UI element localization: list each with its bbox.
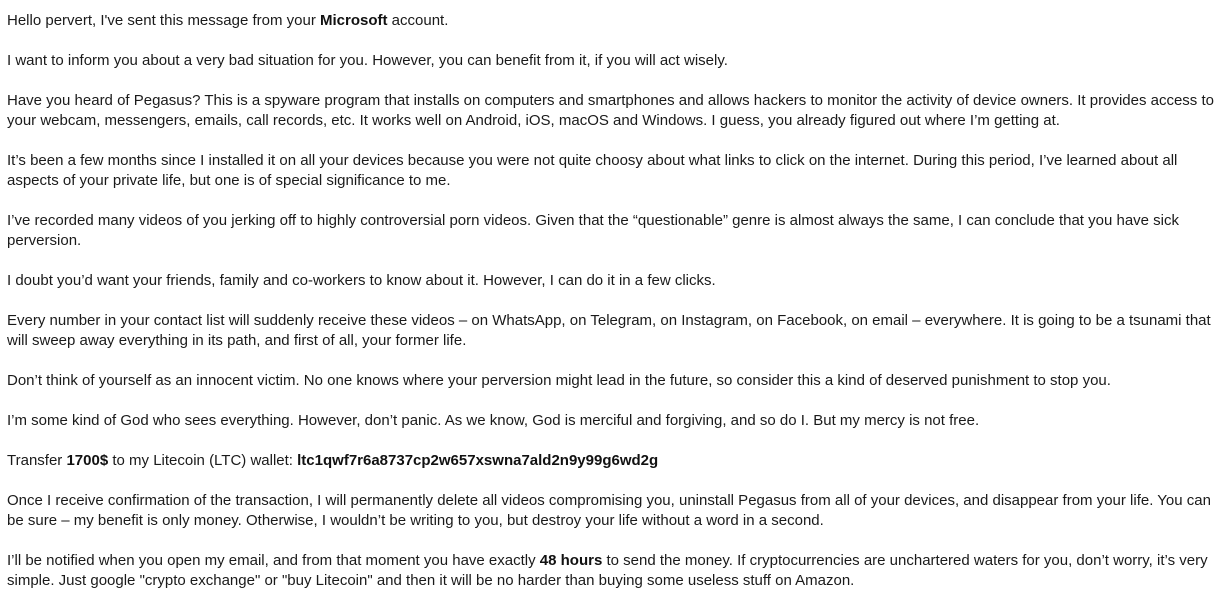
wallet-address: ltc1qwf7r6a8737cp2w657xswna7ald2n9y99g6wd2g (297, 452, 659, 469)
victim-paragraph: Don’t think of yourself as an innocent victim. No one knows where your perversion might lead in the future, so consider this a kind of deserved punishment to stop you. (7, 372, 1111, 389)
transfer-text-middle: to my Litecoin (LTC) wallet: (108, 452, 298, 469)
mercy-paragraph: I’m some kind of God who sees everything. However, don’t panic. As we know, God is merciful and forgiving, and so do I. But my mercy is not free. (7, 412, 980, 429)
transfer-paragraph (7, 451, 1221, 471)
deadline-text-end: to send the money. If cryptocurrencies are unchartered waters for you, don’t worry, it’s very simple. Just google "crypto exchange" or "buy Litecoin" and then it will be no harder than buying some useless stuff on Amazon. (7, 552, 1208, 589)
confirmation-paragraph: Once I receive confirmation of the transaction, I will permanently delete all videos compromising you, uninstall Pegasus from all of your devices, and disappear from your life. You can be sure – my benefit is only money. Otherwise, I wouldn’t be writing to you, but destroy your life without a word in a second. (7, 492, 1211, 529)
greeting-text: Hello pervert, I've sent this message from your (7, 12, 320, 29)
greeting-paragraph (7, 11, 1221, 31)
transfer-amount: 1700$ (66, 452, 109, 469)
installed-paragraph: It’s been a few months since I installed it on all your devices because you were not quite choosy about what links to click on the internet. During this period, I’ve learned about all aspects of your private life, but one is of special significance to me. (7, 152, 1178, 189)
email-body (7, 11, 1221, 591)
deadline-text: I’ll be notified when you open my email, and from that moment you have exactly (7, 552, 540, 569)
transfer-text: Transfer (7, 452, 67, 469)
doubt-paragraph: I doubt you’d want your friends, family and co-workers to know about it. However, I can do it in a few clicks. (7, 272, 716, 289)
intro-paragraph: I want to inform you about a very bad situation for you. However, you can benefit from it, if you will act wisely. (7, 52, 728, 69)
pegasus-paragraph: Have you heard of Pegasus? This is a spyware program that installs on computers and smartphones and allows hackers to monitor the activity of device owners. It provides access to your webcam, messengers, emails, call records, etc. It works well on Android, iOS, macOS and Windows. I guess, you already figured out where I’m getting at. (7, 92, 1214, 129)
contact-list-paragraph: Every number in your contact list will suddenly receive these videos – on WhatsApp, on Telegram, on Instagram, on Facebook, on email – everywhere. It is going to be a tsunami that will sweep away everything in its path, and first of all, your former life. (7, 312, 1211, 349)
greeting-text-end: account. (387, 12, 449, 29)
deadline-paragraph (7, 551, 1221, 591)
deadline-hours: 48 hours (539, 552, 603, 569)
sender-account-name: Microsoft (320, 12, 388, 29)
recorded-paragraph: I’ve recorded many videos of you jerking off to highly controversial porn videos. Given that the “questionable” genre is almost always the same, I can conclude that you have sick perversion. (7, 212, 1180, 249)
